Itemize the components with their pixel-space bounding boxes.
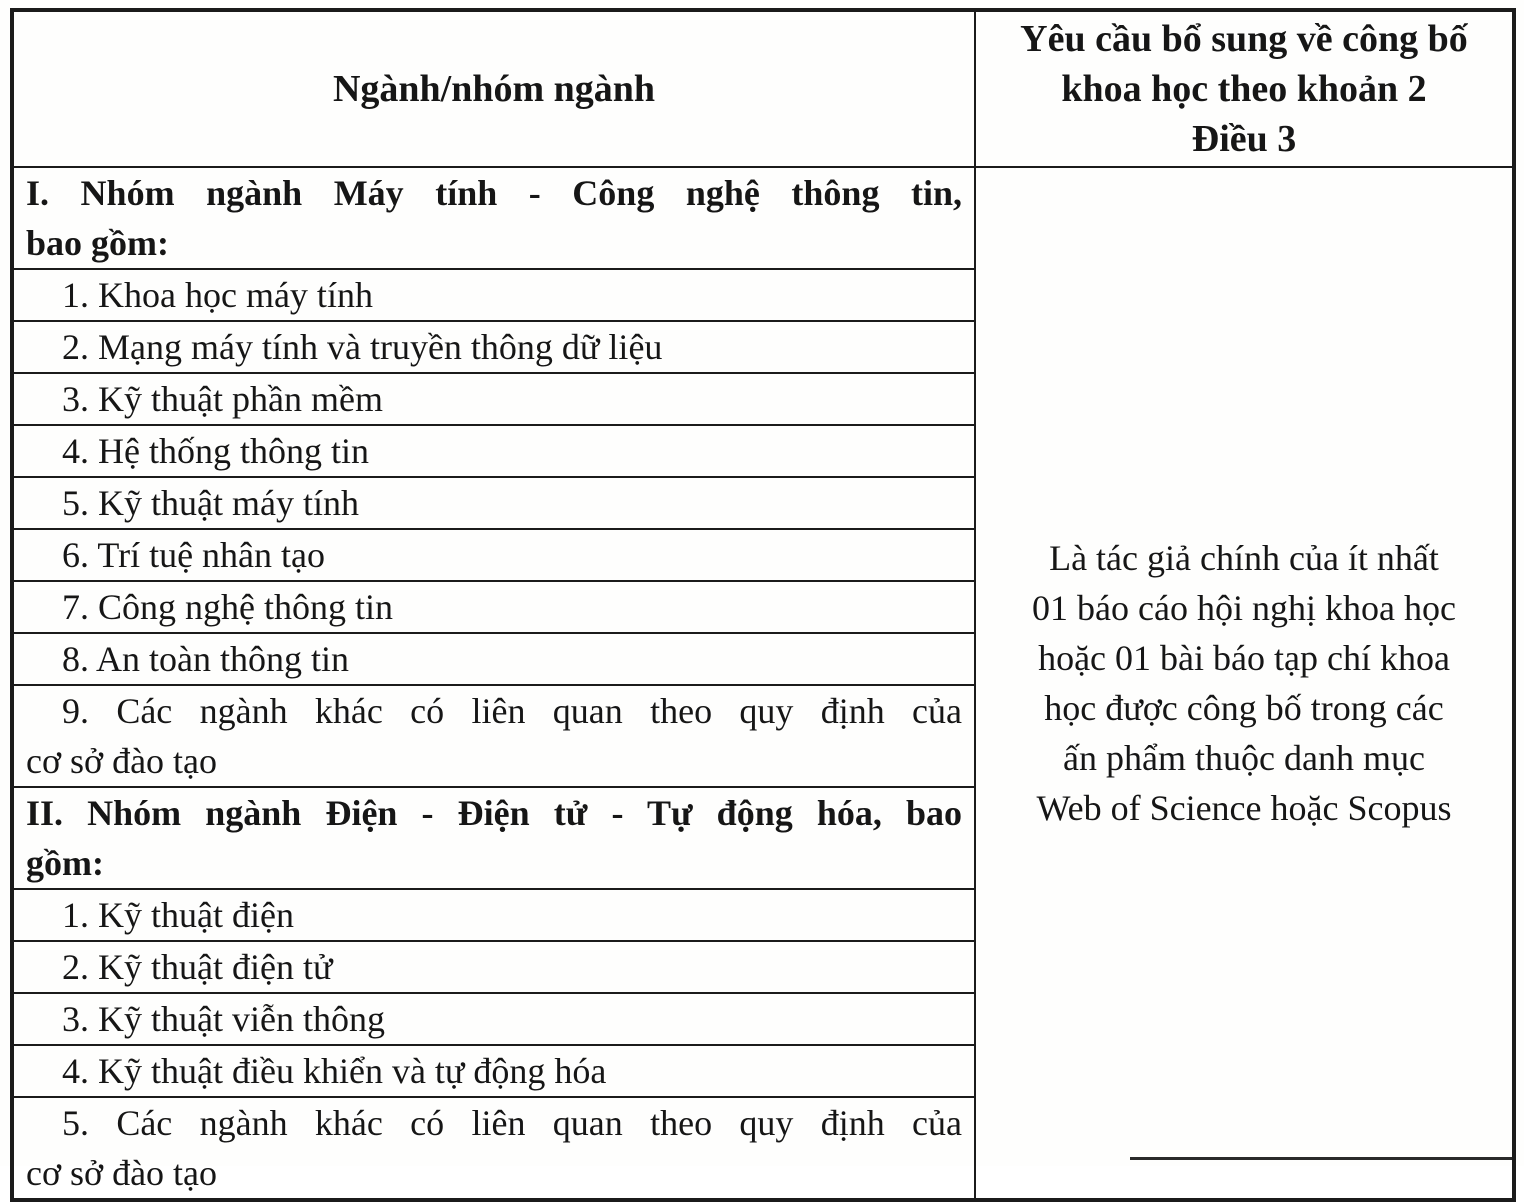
industry-label: 2. Kỹ thuật điện tử (62, 947, 333, 987)
requirement-line: hoặc 01 bài báo tạp chí khoa (1038, 638, 1450, 678)
industry-cell (12, 321, 975, 373)
industry-label: 4. Kỹ thuật điều khiển và tự động hóa (62, 1051, 607, 1091)
industry-cell (12, 425, 975, 477)
industry-cell (12, 269, 975, 321)
section-line: gồm: (26, 843, 104, 883)
industry-label-line: cơ sở đào tạo (26, 1153, 218, 1193)
industry-cell (12, 993, 975, 1045)
section-ii-cell (12, 787, 975, 889)
industry-label: 6. Trí tuệ nhân tạo (62, 535, 326, 575)
industry-label: 4. Hệ thống thông tin (62, 431, 369, 471)
section-line: bao gồm: (26, 223, 169, 263)
header-nganh-nhom-nganh: Ngành/nhóm ngành (12, 10, 975, 167)
industry-cell (12, 477, 975, 529)
industry-cell (12, 529, 975, 581)
industry-label-line: cơ sở đào tạo (26, 741, 218, 781)
requirement-line: ấn phẩm thuộc danh mục (1063, 738, 1425, 778)
industry-label: 5. Kỹ thuật máy tính (62, 483, 359, 523)
industry-cell (12, 889, 975, 941)
industry-cell (12, 685, 975, 787)
section-line: II. Nhóm ngành Điện - Điện tử - Tự động hóa, bao (26, 793, 962, 833)
section-i-cell (12, 167, 975, 269)
industry-cell (12, 1097, 975, 1200)
industry-cell (12, 941, 975, 993)
industry-label-line: 9. Các ngành khác có liên quan theo quy định của (62, 691, 962, 731)
header-line: Điều 3 (1191, 118, 1297, 160)
requirement-line: 01 báo cáo hội nghị khoa học (1032, 588, 1456, 628)
header-yeu-cau-bo-sung (975, 10, 1514, 167)
industry-cell (12, 1045, 975, 1097)
industry-label: 3. Kỹ thuật viễn thông (62, 999, 385, 1039)
industry-label: 7. Công nghệ thông tin (62, 587, 393, 627)
header-line: Yêu cầu bổ sung về công bố (1020, 18, 1468, 60)
requirements-table (10, 8, 1516, 1202)
requirement-line: Là tác giả chính của ít nhất (1049, 538, 1439, 578)
requirement-cell (975, 167, 1514, 1200)
industry-cell (12, 633, 975, 685)
industry-label: 2. Mạng máy tính và truyền thông dữ liệu (62, 327, 663, 367)
requirement-line: học được công bố trong các (1044, 688, 1444, 728)
industry-label-line: 5. Các ngành khác có liên quan theo quy định của (62, 1103, 962, 1143)
scan-artifact-line (1130, 1157, 1512, 1160)
industry-label: 8. An toàn thông tin (62, 639, 349, 679)
industry-label: 1. Kỹ thuật điện (62, 895, 294, 935)
industry-cell (12, 581, 975, 633)
table-row (12, 167, 1514, 269)
requirement-line: Web of Science hoặc Scopus (1036, 788, 1452, 828)
industry-label: 3. Kỹ thuật phần mềm (62, 379, 383, 419)
header-row (12, 10, 1514, 167)
industry-label: 1. Khoa học máy tính (62, 275, 373, 315)
header-line: khoa học theo khoản 2 (1061, 68, 1427, 110)
section-line: I. Nhóm ngành Máy tính - Công nghệ thông tin, (26, 173, 962, 213)
industry-cell (12, 373, 975, 425)
